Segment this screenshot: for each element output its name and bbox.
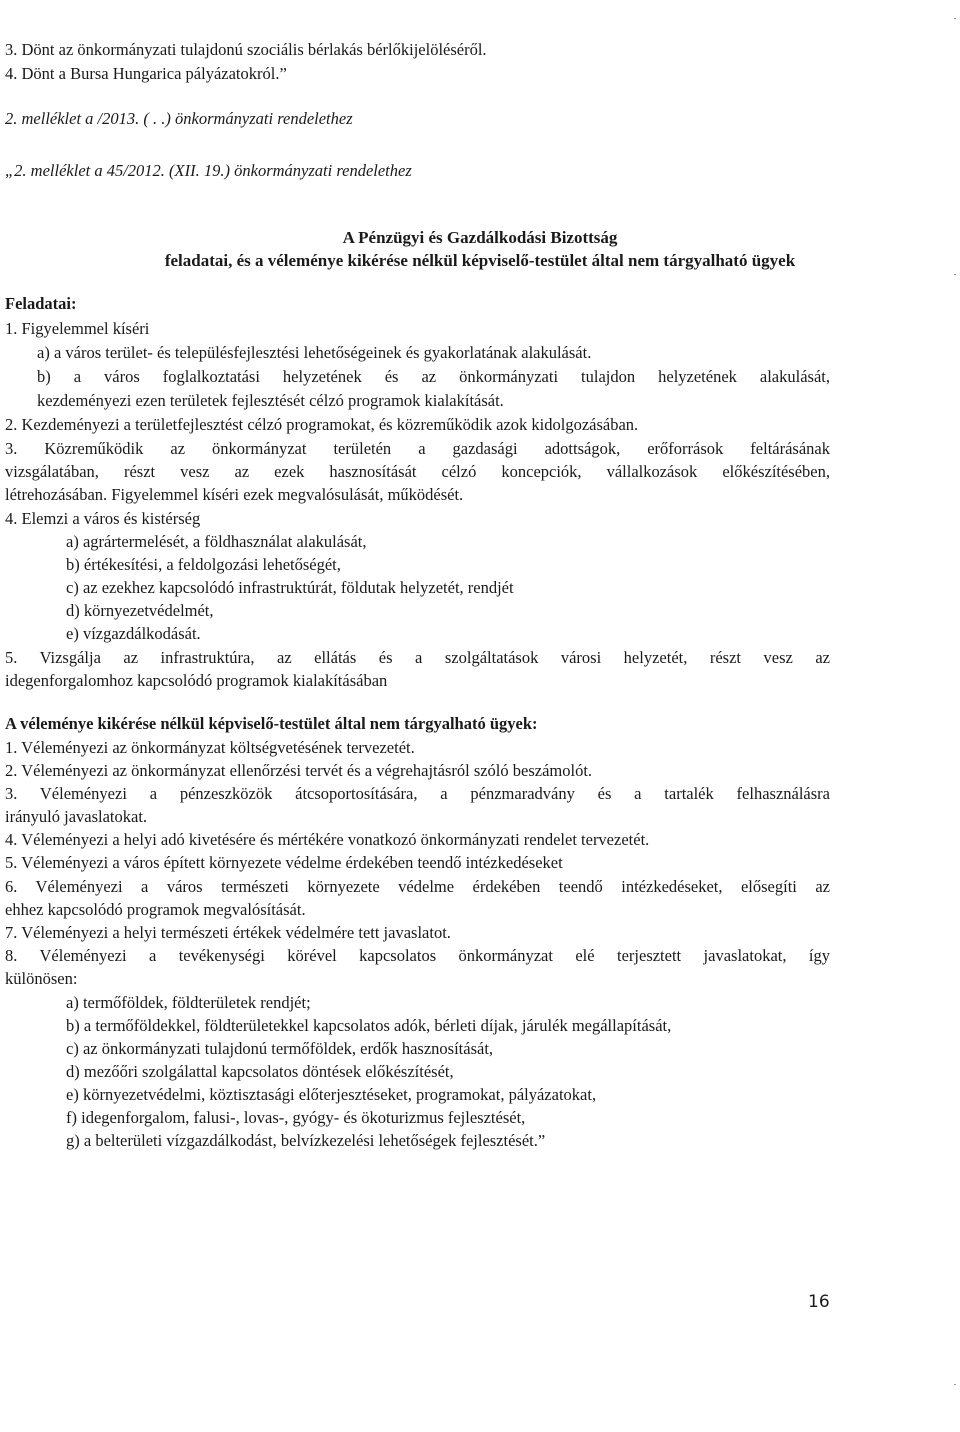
task-2: 2. Kezdeményezi a területfejlesztést célzó programokat, és közreműködik azok kidolgozásában.	[5, 415, 639, 434]
task-4-c: c) az ezekhez kapcsolódó infrastruktúrát, földutak helyzetét, rendjét	[66, 578, 514, 597]
scan-mark	[954, 1384, 956, 1385]
scan-mark	[954, 274, 956, 275]
intro-line-2: 4. Dönt a Bursa Hungarica pályázatokról.”	[5, 64, 287, 83]
opinion-3-line-2: irányuló javaslatokat.	[5, 807, 148, 826]
tasks-heading: Feladatai:	[5, 294, 77, 313]
task-1-b-line-1: b) a város foglalkoztatási helyzetének és az önkormányzati tulajdon helyzetének alakulását,	[37, 367, 830, 386]
opinion-6-line-1: 6. Véleményezi a város természeti környezete védelme érdekében teendő intézkedéseket, elősegíti az	[5, 877, 830, 896]
intro-line-1: 3. Dönt az önkormányzati tulajdonú szociális bérlakás bérlőkijelöléséről.	[5, 40, 487, 59]
task-3-line-1: 3. Közreműködik az önkormányzat területén a gazdasági adottságok, erőforrások feltárásának	[5, 439, 830, 458]
scan-mark	[954, 18, 956, 19]
task-5-line-1: 5. Vizsgálja az infrastruktúra, az ellátás és a szolgáltatások városi helyzetét, részt vesz az	[5, 648, 830, 667]
task-1-a: a) a város terület- és településfejlesztési lehetőségeinek és gyakorlatának alakulását.	[37, 343, 592, 362]
task-3-line-2: vizsgálatában, részt vesz az ezek hasznosítását célzó koncepciók, vállalkozások előkészítésében,	[5, 462, 830, 481]
opinion-7: 7. Véleményezi a helyi természeti értékek védelmére tett javaslatot.	[5, 923, 451, 942]
annex-reference-new: 2. melléklet a /2013. ( . .) önkormányzati rendelethez	[5, 109, 353, 128]
task-1-b-line-2: kezdeményezi ezen területek fejlesztését célzó programok kialakítását.	[37, 391, 504, 410]
task-4: 4. Elemzi a város és kistérség	[5, 509, 201, 528]
task-4-e: e) vízgazdálkodását.	[66, 624, 201, 643]
committee-title: A Pénzügyi és Gazdálkodási Bizottság	[342, 228, 618, 247]
page-number: 16	[808, 1292, 830, 1312]
opinion-8-f: f) idegenforgalom, falusi-, lovas-, gyógy- és ökoturizmus fejlesztését,	[66, 1108, 526, 1127]
task-1: 1. Figyelemmel kíséri	[5, 319, 150, 338]
opinion-8-b: b) a termőföldekkel, földterületekkel kapcsolatos adók, bérleti díjak, járulék megállapítását,	[66, 1016, 672, 1035]
opinion-5: 5. Véleményezi a város épített környezete védelme érdekében teendő intézkedéseket	[5, 853, 563, 872]
task-4-a: a) agrártermelését, a földhasználat alakulását,	[66, 532, 367, 551]
opinion-6-line-2: ehhez kapcsolódó programok megvalósítását.	[5, 900, 306, 919]
task-5-line-2: idegenforgalomhoz kapcsolódó programok kialakításában	[5, 671, 388, 690]
opinion-1: 1. Véleményezi az önkormányzat költségvetésének tervezetét.	[5, 738, 415, 757]
opinion-8-e: e) környezetvédelmi, köztisztasági előterjesztéseket, programokat, pályázatokat,	[66, 1085, 597, 1104]
task-4-d: d) környezetvédelmét,	[66, 601, 214, 620]
opinion-2: 2. Véleményezi az önkormányzat ellenőrzési tervét és a végrehajtásról szóló beszámolót.	[5, 761, 593, 780]
opinion-section-heading: A véleménye kikérése nélkül képviselő-testület által nem tárgyalható ügyek:	[5, 714, 538, 733]
task-4-b: b) értékesítési, a feldolgozási lehetőségét,	[66, 555, 341, 574]
opinion-8-c: c) az önkormányzati tulajdonú termőföldek, erdők hasznosítását,	[66, 1039, 494, 1058]
opinion-8-a: a) termőföldek, földterületek rendjét;	[66, 993, 311, 1012]
opinion-8-d: d) mezőőri szolgálattal kapcsolatos döntések előkészítését,	[66, 1062, 454, 1081]
committee-subtitle: feladatai, és a véleménye kikérése nélkül képviselő-testület által nem tárgyalható ügyek	[164, 251, 796, 270]
opinion-3-line-1: 3. Véleményezi a pénzeszközök átcsoportosítására, a pénzmaradvány és a tartalék felhasználásra	[5, 784, 830, 803]
opinion-8-line-1: 8. Véleményezi a tevékenységi körével kapcsolatos önkormányzat elé terjesztett javaslatokat, így	[5, 946, 830, 965]
annex-reference-old: „2. melléklet a 45/2012. (XII. 19.) önkormányzati rendelethez	[5, 161, 412, 180]
opinion-8-line-2: különösen:	[5, 969, 78, 988]
task-3-line-3: létrehozásában. Figyelemmel kíséri ezek megvalósulását, működését.	[5, 485, 464, 504]
opinion-8-g: g) a belterületi vízgazdálkodást, belvízkezelési lehetőségek fejlesztését.”	[66, 1131, 546, 1150]
opinion-4: 4. Véleményezi a helyi adó kivetésére és mértékére vonatkozó önkormányzati rendelet tervezetét.	[5, 830, 650, 849]
